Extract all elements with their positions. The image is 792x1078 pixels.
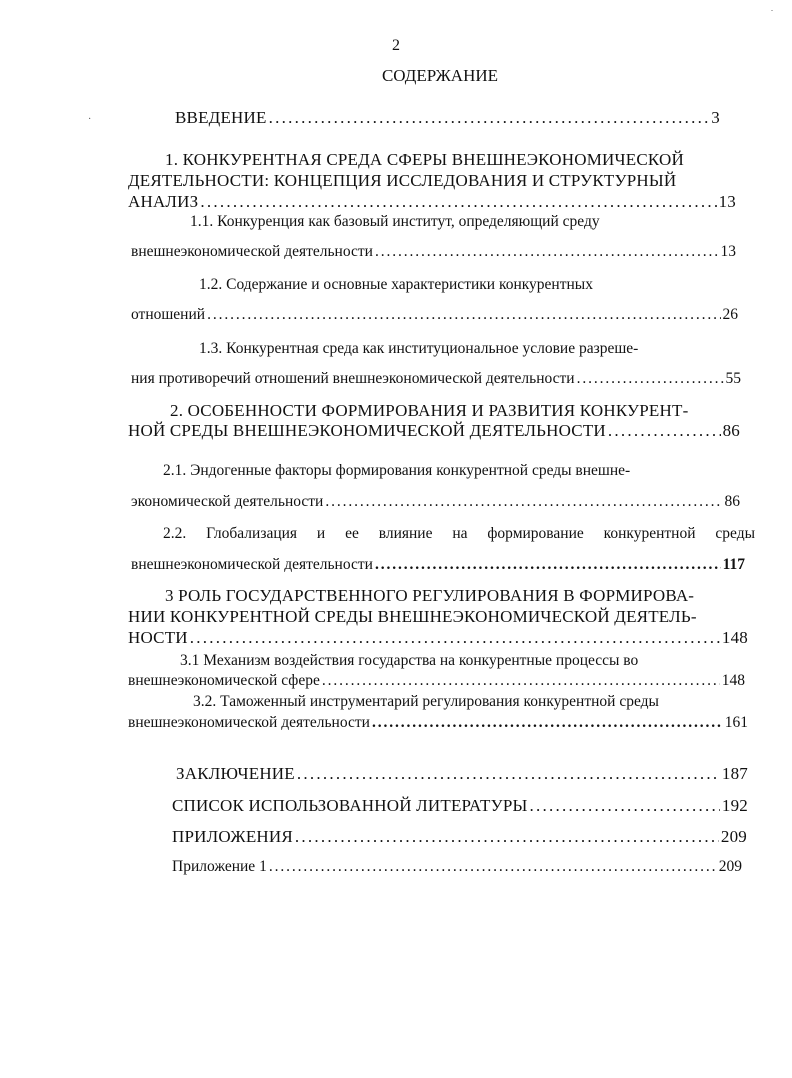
- dot-leader: [190, 628, 720, 648]
- toc-entry-s2-2[interactable]: [131, 556, 745, 574]
- toc-entry-page: 187: [721, 764, 748, 783]
- scan-artifact: .: [771, 4, 773, 13]
- toc-entry-label: Приложение 1: [172, 858, 267, 875]
- toc-entry-references[interactable]: [172, 796, 748, 816]
- toc-entry-page: 209: [718, 858, 742, 875]
- toc-entry-label: ния противоречий отношений внешнеэкономической деятельности: [131, 370, 575, 387]
- toc-entry-ch3[interactable]: [128, 628, 748, 648]
- dot-leader: [297, 764, 720, 784]
- toc-entry-label: СПИСОК ИСПОЛЬЗОВАННОЙ ЛИТЕРАТУРЫ: [172, 796, 528, 815]
- toc-entry-label: внешнеэкономической сфере: [128, 672, 320, 689]
- toc-entry-page: 86: [722, 421, 740, 440]
- dot-leader: [530, 796, 720, 816]
- toc-entry-page: 55: [725, 370, 741, 387]
- scan-artifact: ·: [88, 114, 92, 125]
- dot-leader: [295, 827, 719, 847]
- toc-entry-s3-1[interactable]: [128, 672, 745, 690]
- toc-entry-intro[interactable]: [175, 108, 720, 128]
- toc-ch3-line1: 3 РОЛЬ ГОСУДАРСТВЕННОГО РЕГУЛИРОВАНИЯ В ФОРМИРОВА-: [165, 586, 695, 605]
- dot-leader: [608, 421, 721, 441]
- dot-leader: [322, 672, 720, 690]
- toc-entry-page: 192: [721, 796, 748, 815]
- toc-entry-s3-2[interactable]: [128, 714, 748, 732]
- toc-entry-conclusion[interactable]: [176, 764, 748, 784]
- dot-leader: [372, 714, 723, 732]
- toc-ch3-line2: НИИ КОНКУРЕНТНОЙ СРЕДЫ ВНЕШНЕЭКОНОМИЧЕСКОЙ ДЕЯТЕЛЬ-: [128, 607, 697, 626]
- toc-entry-page: 3: [711, 108, 720, 127]
- toc-entry-label: ПРИЛОЖЕНИЯ: [172, 827, 293, 846]
- toc-s1-2-line1: 1.2. Содержание и основные характеристики конкурентных: [199, 276, 593, 293]
- toc-entry-ch1[interactable]: [128, 192, 736, 212]
- dot-leader: [577, 370, 724, 388]
- toc-s3-1-line1: 3.1 Механизм воздействия государства на конкурентные процессы во: [180, 652, 639, 669]
- toc-entry-label: экономической деятельности: [131, 493, 324, 510]
- page-title: СОДЕРЖАНИЕ: [381, 66, 499, 85]
- toc-entry-label: внешнеэкономической деятельности: [131, 243, 373, 260]
- dot-leader: [375, 556, 721, 574]
- toc-entry-s1-2[interactable]: [131, 306, 738, 324]
- toc-entry-appendix1[interactable]: [172, 858, 742, 876]
- toc-s1-1-line1: 1.1. Конкуренция как базовый институт, определяющий среду: [190, 213, 600, 230]
- toc-entry-label: внешнеэкономической деятельности: [131, 556, 373, 573]
- toc-entry-appendices[interactable]: [172, 827, 747, 847]
- toc-entry-page: 148: [721, 672, 745, 689]
- page-number: 2: [392, 37, 400, 54]
- toc-entry-label: ЗАКЛЮЧЕНИЕ: [176, 764, 295, 783]
- toc-ch1-line1: 1. КОНКУРЕНТНАЯ СРЕДА СФЕРЫ ВНЕШНЕЭКОНОМИЧЕСКОЙ: [165, 150, 684, 169]
- toc-entry-label: АНАЛИЗ: [128, 192, 199, 211]
- dot-leader: [375, 243, 719, 261]
- toc-entry-label: НОСТИ: [128, 628, 188, 647]
- dot-leader: [269, 108, 710, 128]
- toc-entry-ch2[interactable]: [128, 421, 740, 441]
- toc-s3-2-line1: 3.2. Таможенный инструментарий регулирования конкурентной среды: [193, 693, 659, 710]
- toc-s2-1-line1: 2.1. Эндогенные факторы формирования конкурентной среды внешне-: [163, 462, 631, 479]
- dot-leader: [269, 858, 717, 876]
- toc-entry-label: НОЙ СРЕДЫ ВНЕШНЕЭКОНОМИЧЕСКОЙ ДЕЯТЕЛЬНОСТИ: [128, 421, 606, 440]
- dot-leader: [207, 306, 720, 324]
- toc-entry-label: ВВЕДЕНИЕ: [175, 108, 267, 127]
- toc-entry-page: 161: [724, 714, 748, 731]
- toc-ch1-line2: ДЕЯТЕЛЬНОСТИ: КОНЦЕПЦИЯ ИССЛЕДОВАНИЯ И СТРУКТУРНЫЙ: [128, 171, 677, 190]
- toc-entry-page: 209: [720, 827, 747, 846]
- toc-entry-page: 26: [722, 306, 738, 323]
- toc-s1-3-line1: 1.3. Конкурентная среда как институциональное условие разреше-: [199, 340, 639, 357]
- toc-entry-page: 13: [718, 192, 736, 211]
- toc-entry-page: 148: [721, 628, 748, 647]
- toc-entry-s2-1[interactable]: [131, 493, 740, 511]
- toc-entry-s1-3[interactable]: [131, 370, 741, 388]
- dot-leader: [325, 493, 722, 511]
- toc-entry-page: 13: [720, 243, 736, 260]
- toc-entry-page: 117: [722, 556, 745, 573]
- toc-entry-page: 86: [724, 493, 740, 510]
- toc-entry-label: внешнеэкономической деятельности: [128, 714, 370, 731]
- toc-entry-label: отношений: [131, 306, 206, 323]
- toc-s2-2-line1: 2.2. Глобализация и ее влияние на формирование конкурентной среды: [163, 525, 755, 542]
- toc-entry-s1-1[interactable]: [131, 243, 736, 261]
- dot-leader: [200, 192, 716, 212]
- toc-ch2-line1: 2. ОСОБЕННОСТИ ФОРМИРОВАНИЯ И РАЗВИТИЯ КОНКУРЕНТ-: [170, 401, 689, 420]
